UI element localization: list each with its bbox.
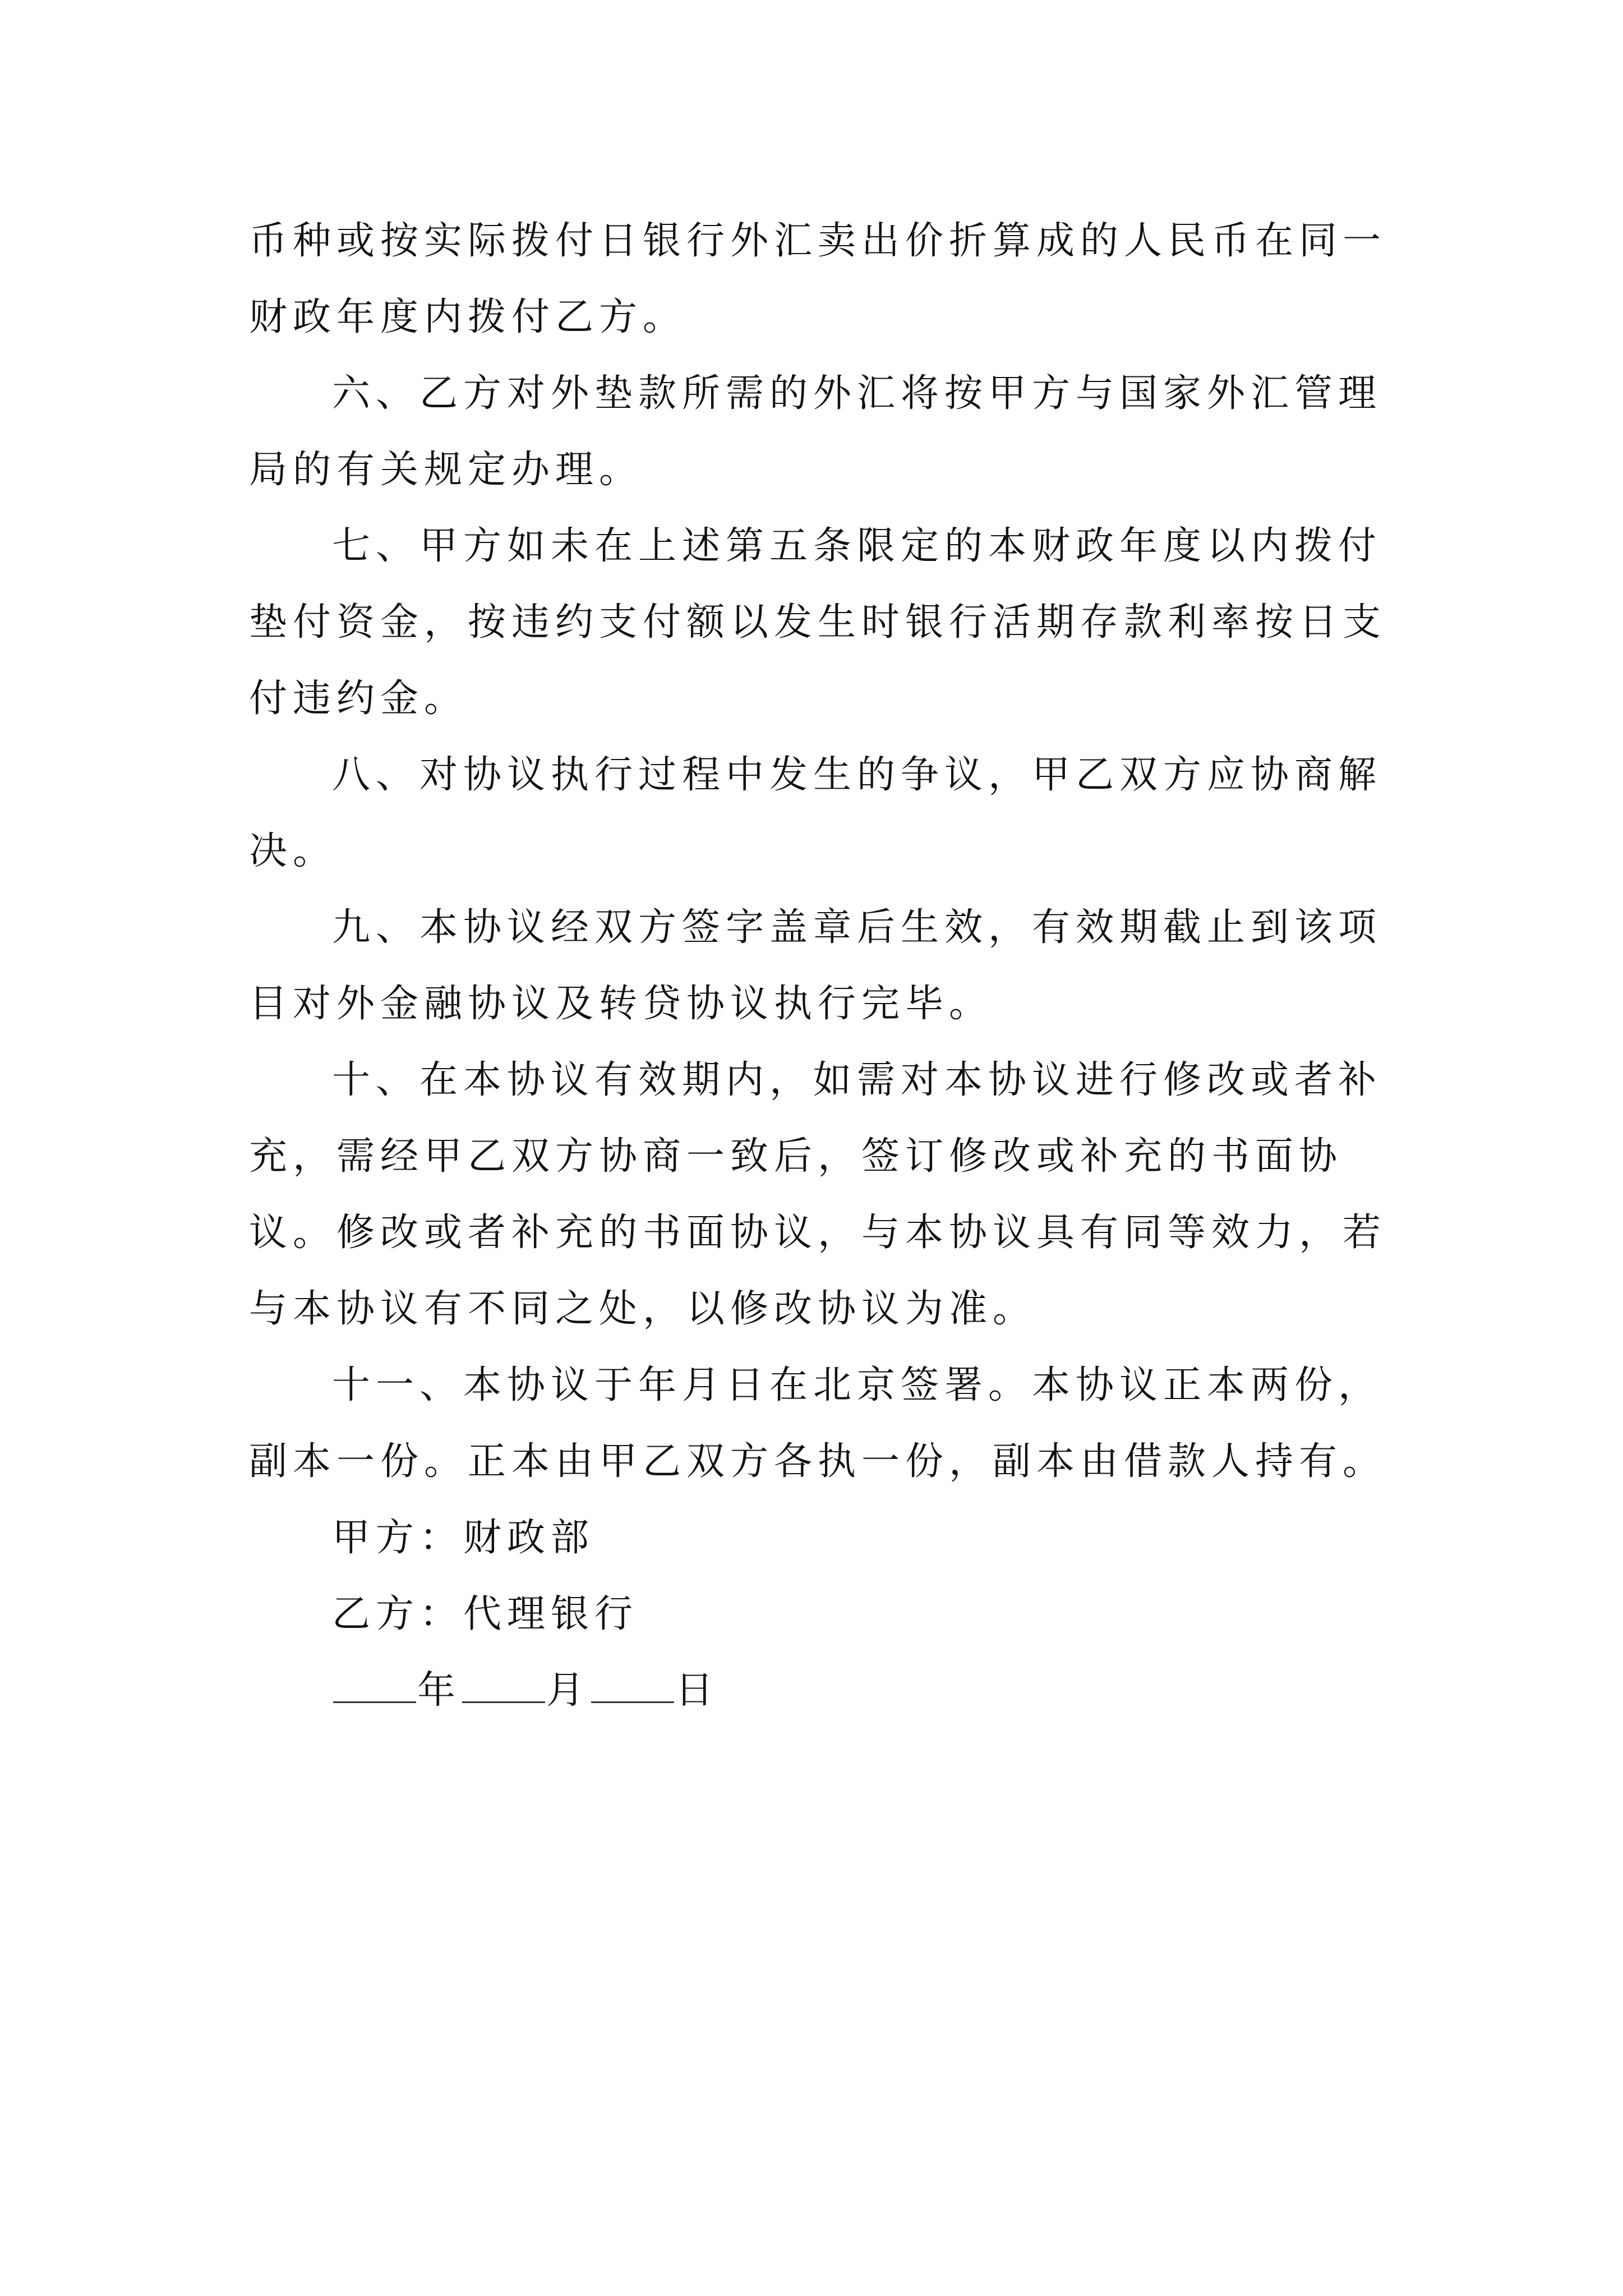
- clause-9: 九、本协议经双方签字盖章后生效，有效期截止到该项目对外金融协议及转贷协议执行完毕。: [249, 905, 1382, 1026]
- document-body: [249, 203, 1393, 1729]
- day-label: 日: [675, 1668, 720, 1713]
- month-blank: [462, 1663, 545, 1703]
- clause-11: 十一、本协议于年月日在北京签署。本协议正本两份，副本一份。正本由甲乙双方各执一份，副本由借款人持有。: [249, 1363, 1387, 1484]
- clause-10: 十、在本协议有效期内，如需对本协议进行修改或者补充，需经甲乙双方协商一致后，签订修改或补充的书面协议。修改或者补充的书面协议，与本协议具有同等效力，若与本协议有不同之处，以修改协议为准。: [249, 1058, 1387, 1331]
- signature-date: [249, 1653, 1393, 1729]
- year-blank: [333, 1663, 416, 1703]
- party-a-signature: 甲方：财政部: [332, 1516, 595, 1560]
- party-b-signature: 乙方：代理银行: [332, 1592, 639, 1636]
- clause-7: 七、甲方如未在上述第五条限定的本财政年度以内拨付垫付资金，按违约支付额以发生时银行活期存款利率按日支付违约金。: [249, 524, 1387, 721]
- paragraph-continuation: 币种或按实际拨付日银行外汇卖出价折算成的人民币在同一财政年度内拨付乙方。: [249, 219, 1387, 339]
- month-label: 月: [546, 1668, 591, 1713]
- day-blank: [591, 1663, 674, 1703]
- clause-6: 六、乙方对外垫款所需的外汇将按甲方与国家外汇管理局的有关规定办理。: [249, 371, 1382, 492]
- year-label: 年: [417, 1668, 462, 1713]
- clause-8: 八、对协议执行过程中发生的争议，甲乙双方应协商解决。: [249, 753, 1382, 873]
